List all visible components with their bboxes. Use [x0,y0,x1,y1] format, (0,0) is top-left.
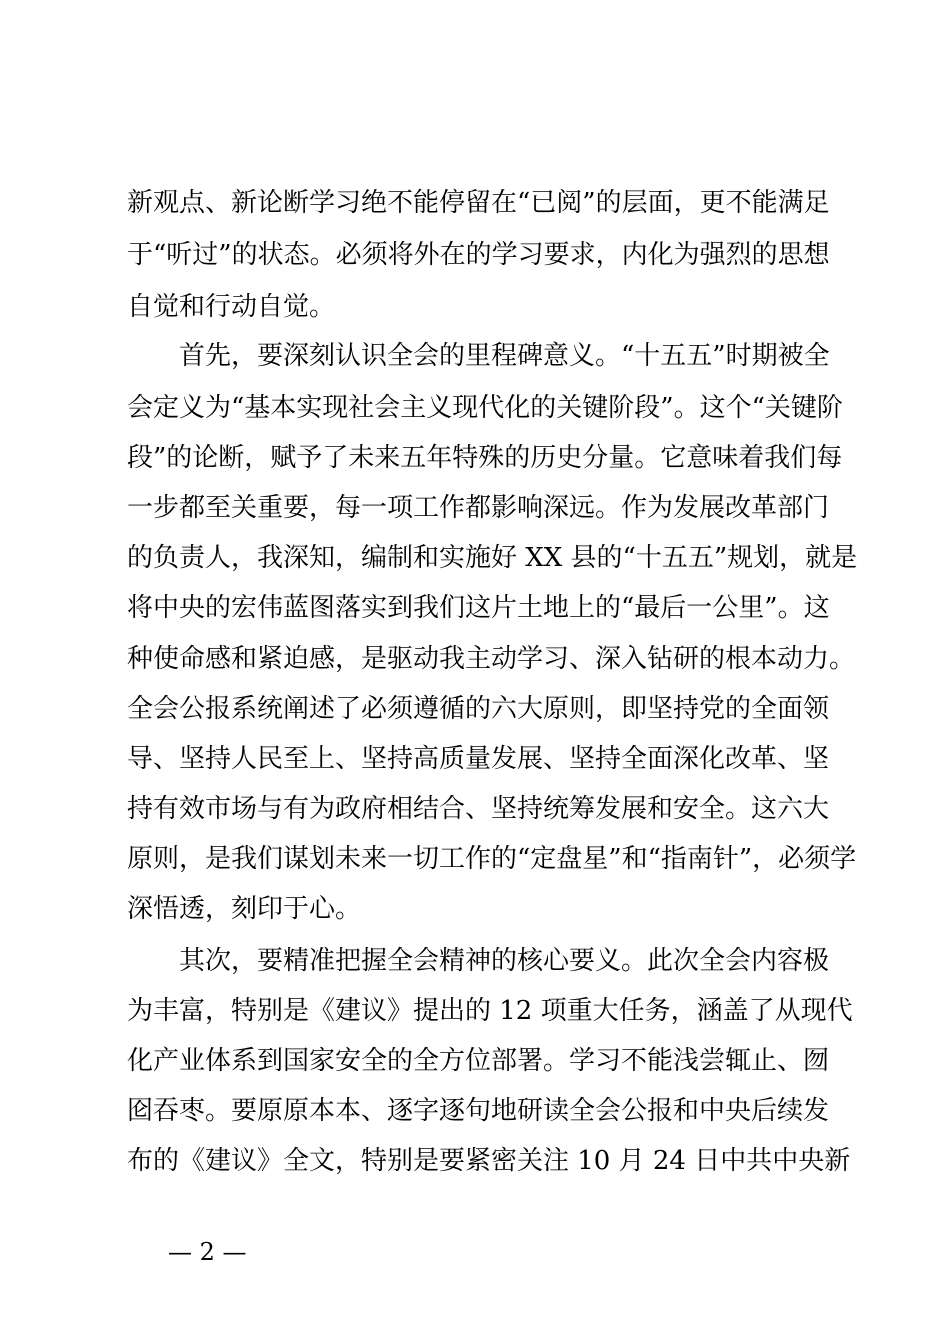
text-line: 的负责人，我深知，编制和实施好 XX 县的“十五五”规划，就是 [127,543,858,573]
text-line: 导、坚持人民至上、坚持高质量发展、坚持全面深化改革、坚 [127,744,830,774]
text-line: 一步都至关重要，每一项工作都影响深远。作为发展改革部门 [127,493,830,523]
text-line: 其次，要精准把握全会精神的核心要义。此次全会内容极 [127,946,830,976]
text-line: 种使命感和紧迫感，是驱动我主动学习、深入钻研的根本动力。 [127,644,856,674]
text-line: 新观点、新论断学习绝不能停留在“已阅”的层面，更不能满足 [127,188,830,218]
text-line: 布的《建议》全文，特别是要紧密关注 10 月 24 日中共中央新 [127,1146,851,1176]
text-line: 全会公报系统阐述了必须遵循的六大原则，即坚持党的全面领 [127,694,830,724]
text-line: 自觉和行动自觉。 [127,292,336,322]
text-line: 首先，要深刻认识全会的里程碑意义。“十五五”时期被全 [127,341,830,371]
text-line: 囵吞枣。要原原本本、逐字逐句地研读全会公报和中央后续发 [127,1096,830,1126]
text-line: 深悟透，刻印于心。 [127,894,362,924]
text-line: 为丰富，特别是《建议》提出的 12 项重大任务，涵盖了从现代 [127,996,853,1026]
text-line: 会定义为“基本实现社会主义现代化的关键阶段”。这个“关键阶 [127,393,843,423]
text-line: 原则，是我们谋划未来一切工作的“定盘星”和“指南针”，必须学 [127,844,857,874]
page-number: — 2 — [168,1238,247,1266]
text-line: 段”的论断，赋予了未来五年特殊的历史分量。它意味着我们每 [127,443,843,473]
text-line: 持有效市场与有为政府相结合、坚持统筹发展和安全。这六大 [127,794,830,824]
text-line: 于“听过”的状态。必须将外在的学习要求，内化为强烈的思想 [127,240,830,270]
text-line: 化产业体系到国家安全的全方位部署。学习不能浅尝辄止、囫 [127,1046,830,1076]
text-line: 将中央的宏伟蓝图落实到我们这片土地上的“最后一公里”。这 [127,593,830,623]
